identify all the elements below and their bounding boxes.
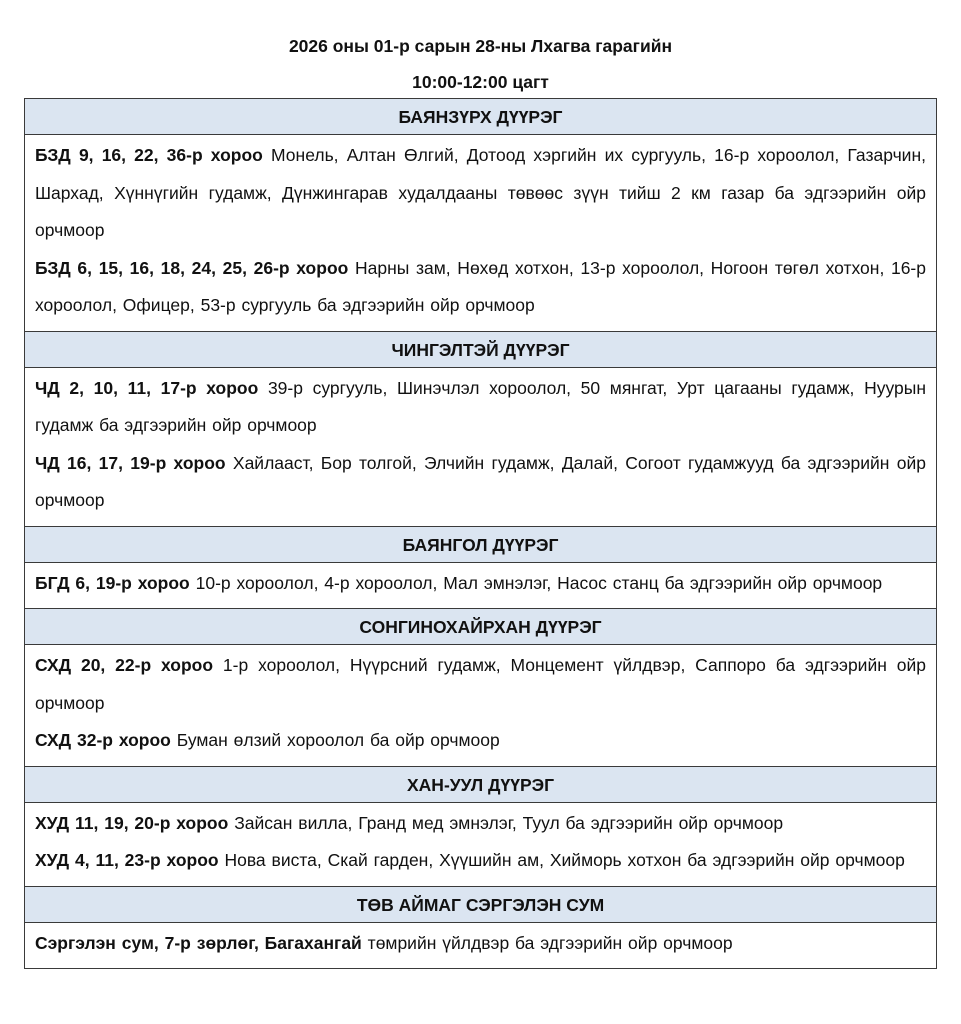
section-body-chingeltei (25, 367, 937, 526)
area-description: 1-р хороолол, Нүүрсний гудамж, Монцемент үйлдвэр, Саппоро ба эдгээрийн ойр орчмоор (35, 655, 926, 713)
area-description: Зайсан вилла, Гранд мед эмнэлэг, Туул ба эдгээрийн ойр орчмоор (228, 812, 784, 833)
section-title: ХАН-УУЛ ДҮҮРЭГ (25, 766, 937, 802)
section-body-songinokhairkhan (25, 645, 937, 767)
area-entry (35, 565, 926, 603)
area-entry (35, 370, 926, 445)
section-header-songinokhairkhan (25, 609, 937, 645)
area-entry (35, 647, 926, 722)
area-entry (35, 925, 926, 963)
section-title: СОНГИНОХАЙРХАН ДҮҮРЭГ (25, 609, 937, 645)
area-description: 39-р сургууль, Шинэчлэл хороолол, 50 мянгат, Урт цагааны гудамж, Нуурын гудамж ба эдгээрийн ойр орчмоор (35, 377, 926, 435)
area-code: БЗД 6, 15, 16, 18, 24, 25, 26-р хороо (35, 257, 349, 278)
area-entry (35, 250, 926, 325)
section-body-tov-sergelen (25, 922, 937, 969)
area-description: Нова виста, Скай гарден, Хүүшийн ам, Хийморь хотхон ба эдгээрийн ойр орчмоор (218, 850, 905, 870)
area-entry (35, 842, 926, 880)
area-description: 10-р хороолол, 4-р хороолол, Мал эмнэлэг, Насос станц ба эдгээрийн ойр орчмоор (189, 572, 883, 593)
section-header-khan-uul (25, 766, 937, 802)
section-title: БАЯНГОЛ ДҮҮРЭГ (25, 526, 937, 562)
area-description: Буман өлзий хороолол ба ойр орчмоор (170, 730, 500, 750)
section-title: ТӨВ АЙМАГ СЭРГЭЛЭН СУМ (25, 886, 937, 922)
area-description: Монель, Алтан Өлгий, Дотоод хэргийн их сургууль, 16-р хороолол, Газарчин, Шархад, Хүннүгийн гудамж, Дүнжингарав худалдааны төвөөс зүүн тийш 2 км газар ба эдгээрийн ойр орчмоор (35, 145, 926, 240)
section-title: БАЯНЗҮРХ ДҮҮРЭГ (25, 99, 937, 135)
area-code: БГД 6, 19-р хороо (35, 572, 190, 593)
area-code: ХУД 4, 11, 23-р хороо (35, 850, 219, 870)
area-code: Сэргэлэн сум, 7-р зөрлөг, Багахангай (35, 932, 362, 953)
section-header-tov-sergelen (25, 886, 937, 922)
area-description: Хайлааст, Бор толгой, Элчийн гудамж, Далай, Согоот гудамжууд ба эдгээрийн ойр орчмоор (35, 452, 926, 510)
area-code: ЧД 16, 17, 19-р хороо (35, 452, 226, 473)
area-code: БЗД 9, 16, 22, 36-р хороо (35, 145, 263, 165)
section-body-khan-uul (25, 802, 937, 886)
section-header-chingeltei (25, 331, 937, 367)
section-body-bayangol (25, 562, 937, 609)
section-header-bayangol (25, 526, 937, 562)
schedule-table (24, 98, 937, 969)
area-code: СХД 32-р хороо (35, 730, 171, 750)
area-code: СХД 20, 22-р хороо (35, 655, 214, 675)
area-description: төмрийн үйлдвэр ба эдгээрийн ойр орчмоор (361, 932, 733, 953)
area-entry (35, 137, 926, 250)
area-description: Нарны зам, Нөхөд хотхон, 13-р хороолол, Ногоон төгөл хотхон, 16-р хороолол, Офицер, 53-р сургууль ба эдгээрийн ойр орчмоор (35, 257, 926, 315)
section-header-bayanzurkh (25, 99, 937, 135)
area-code: ЧД 2, 10, 11, 17-р хороо (35, 377, 259, 398)
area-entry (35, 722, 926, 760)
time-range: 10:00-12:00 цагт (412, 72, 549, 92)
area-entry (35, 805, 926, 843)
area-code: ХУД 11, 19, 20-р хороо (35, 812, 229, 833)
document-title: 2026 оны 01-р сарын 28-ны Лхагва гарагийн (288, 36, 673, 56)
area-entry (35, 445, 926, 520)
section-title: ЧИНГЭЛТЭЙ ДҮҮРЭГ (25, 331, 937, 367)
section-body-bayanzurkh (25, 135, 937, 332)
